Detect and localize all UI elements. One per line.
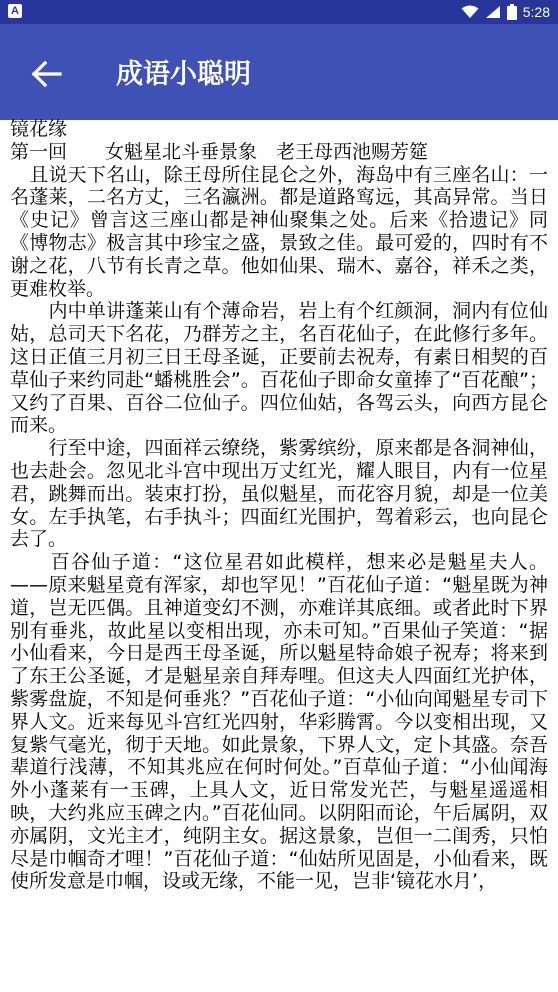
arrow-left-icon bbox=[26, 58, 66, 90]
status-icons bbox=[461, 0, 550, 24]
battery-icon bbox=[507, 4, 517, 20]
app-bar bbox=[0, 24, 558, 120]
chapter-heading: 第一回 女魁星北斗垂景象 老王母西池赐芳筵 bbox=[10, 140, 429, 163]
book-title: 镜花缘 bbox=[10, 118, 68, 140]
cell-signal-icon bbox=[485, 5, 501, 19]
back-button[interactable] bbox=[26, 58, 66, 90]
article-paragraph: 百谷仙子道：“这位星君如此模样，想来必是魁星夫人。——原来魁星竟有浑家，却也罕见！”百花仙子道：“魁星既为神道，岂无匹偶。且神道变幻不测，亦难详其底细。或者此时下界别有垂兆，故此星以变相出现，亦未可知。”百果仙子笑道：“据小仙看来，今日是西王母圣诞，所以魁星特命娘子祝寿；将来到了东王公圣诞，才是魁星亲自拜寿哩。但这夫人四面红光护体，紫雾盘旋，不知是何垂兆？”百花仙子道：“小仙向闻魁星专司下界人文。近来每见斗宫红光四射，华彩腾霄。今以变相出现，又复紫气毫光，彻于天地。如此景象，下界人文，定卜其盛。奈吾辈道行浅薄，不知其兆应在何时何处。”百草仙子道：“小仙闻海外小蓬莱有一玉碑，上具人文，近日常发光芒，与魁星遥遥相映，大约兆应玉碑之内。”百花仙同。以阴阳而论，午后属阴，双亦属阴，文光主才，纯阴主女。据这景象，岂但一二闺秀，只怕尽是巾帼奇才哩！”百花仙子道：“仙姑所见固是，小仙看来，既使所发意是巾帼，设或无缘，不能一见，岂非‘镜花水月’， bbox=[10, 551, 548, 893]
app-title: 成语小聪明 bbox=[116, 59, 251, 90]
article-scroll-view[interactable] bbox=[10, 118, 548, 992]
article-paragraph: 内中单讲蓬莱山有个薄命岩，岩上有个红颜洞，洞内有位仙姑，总司天下名花，乃群芳之主，名百花仙子，在此修行多年。这日正值三月初三日王母圣诞，正要前去祝寿，有素日相契的百草仙子来约同赴“蟠桃胜会”。百花仙子即命女童捧了“百花酿”；又约了百果、百谷二位仙子。四位仙姑，各驾云头，向西方昆仑而来。 bbox=[10, 300, 548, 437]
article-paragraph: 且说天下名山，除王母所住昆仑之外，海岛中有三座名山：一名蓬莱，二名方丈，三名瀛洲。都是道路窎远，其高异常。当日《史记》曾言这三座山都是神仙聚集之处。后来《拾遗记》同《博物志》极言其中珍宝之盛，景致之佳。最可爱的，四时有不谢之花，八节有长青之草。他如仙果、瑞木、嘉谷，祥禾之类，更难枚举。 bbox=[10, 163, 548, 300]
article-paragraph: 行至中途，四面祥云缭绕，紫雾缤纷，原来都是各洞神仙，也去赴会。忽见北斗宫中现出万丈红光，耀人眼目，内有一位星君，跳舞而出。装束打扮，虽似魁星，而花容月貌，却是一位美女。左手执笔，右手执斗；四面红光围护，驾着彩云，也向昆仑去了。 bbox=[10, 437, 548, 551]
status-bar bbox=[0, 0, 558, 24]
status-time: 5:28 bbox=[522, 4, 550, 20]
notification-a-icon: A bbox=[8, 4, 22, 18]
wifi-icon bbox=[461, 5, 479, 19]
